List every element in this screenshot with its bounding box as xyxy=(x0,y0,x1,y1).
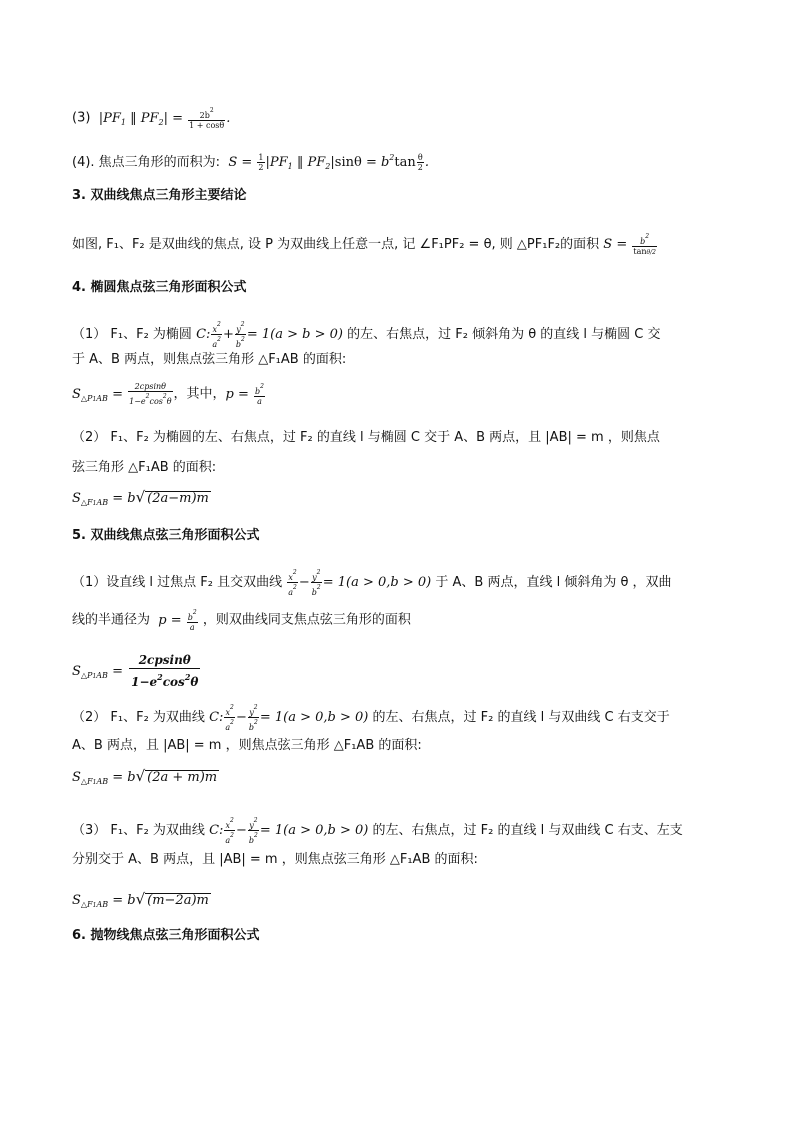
formula-3-expr: $|PF_1$ ‖ $PF_2|$ = $\frac{2b^2}{1 + \cos\theta}$ . xyxy=(94,107,231,130)
section-4-2-formula-line xyxy=(72,487,211,514)
section-4-1-formula-line xyxy=(72,382,266,410)
section-5-3-area-formula: $S_{\triangle F1AB} = b√$ (m−2a)m xyxy=(72,890,209,909)
formula-4-expr: S = $\frac{1}{2}$ $|PF_1$ ‖ $PF_2|\sin\theta = b^2\tan$ $\frac{\theta}{2}$ . xyxy=(224,153,429,172)
section-5-2-line-1 xyxy=(72,703,670,732)
paragraph-3-formula: S = $\frac{b^2}{\tan\theta/2}$ xyxy=(603,233,656,256)
section-4-1-line-1 xyxy=(72,320,661,349)
section-4-1-p-formula: p = $\frac{b^2}{a}$ xyxy=(225,383,264,406)
formula-4-line xyxy=(72,148,429,177)
section-5-2-formula-line xyxy=(72,766,219,793)
heading-6: 6. 抛物线焦点弦三角形面积公式 xyxy=(72,928,260,943)
section-4-1-line-2: 于 A、B 两点，则焦点弦三角形 △F₁AB 的面积: xyxy=(72,352,347,367)
hyperbola-equation-1: $\frac{x^2}{a^2}$ − $\frac{y^2}{b^2}$ = 1(a > 0,b > 0) xyxy=(288,569,432,597)
section-5-2-text-b: 的左、右焦点，过 F₂ 的直线 l 与双曲线 C 右支交于 xyxy=(372,710,670,725)
section-5-3-text-b: 的左、右焦点，过 F₂ 的直线 l 与双曲线 C 右支、左支 xyxy=(372,823,683,838)
section-4-1-text-a: （1） F₁、F₂ 为椭圆 xyxy=(72,327,192,342)
section-5-3-formula-line xyxy=(72,889,211,916)
section-5-1-area-formula: $S_{\triangle P1AB}$ = $\frac{2cpsin\theta}{1-e^2\cos^2\theta}$ xyxy=(72,653,199,689)
section-5-3-text-a: （3） F₁、F₂ 为双曲线 xyxy=(72,823,205,838)
paragraph-3 xyxy=(72,232,658,257)
hyperbola-equation-2: C: $\frac{x^2}{a^2}$ − $\frac{y^2}{b^2}$ = 1(a > 0,b > 0) xyxy=(209,704,369,732)
section-4-1-where: ，其中， xyxy=(173,386,226,402)
section-5-1-formula-line xyxy=(72,652,202,690)
section-5-1-text-d: ，则双曲线同支焦点弦三角形的面积 xyxy=(202,612,411,628)
ellipse-equation: C: $\frac{x^2}{a^2}$ + $\frac{y^2}{b^2}$ = 1(a > b > 0) xyxy=(196,321,343,349)
section-4-1-area-formula: $S_{\triangle P1AB}$ = $\frac{2cpsin\theta}{1-e^2\cos^2\theta}$ xyxy=(72,382,172,406)
section-5-3-line-1 xyxy=(72,816,683,845)
section-4-1-text-b: 的左、右焦点，过 F₂ 倾斜角为 θ 的直线 l 与椭圆 C 交 xyxy=(347,327,661,342)
formula-3-line xyxy=(72,106,230,133)
heading-3: 3. 双曲线焦点三角形主要结论 xyxy=(72,188,247,203)
section-5-1-line-2 xyxy=(72,608,411,632)
hyperbola-equation-3: C: $\frac{x^2}{a^2}$ − $\frac{y^2}{b^2}$ = 1(a > 0,b > 0) xyxy=(209,817,369,845)
section-5-1-text-c: 线的半通径为 xyxy=(72,612,151,628)
section-4-2-line-2: 弦三角形 △F₁AB 的面积: xyxy=(72,460,217,475)
section-5-1-text-b: 于 A、B 两点，直线 l 倾斜角为 θ ，双曲 xyxy=(435,575,672,590)
paragraph-3-text: 如图, F₁、F₂ 是双曲线的焦点, 设 P 为双曲线上任意一点, 记 ∠F₁PF₂ = θ, 则 △PF₁F₂的面积 xyxy=(72,237,600,252)
section-5-2-text-a: （2） F₁、F₂ 为双曲线 xyxy=(72,710,205,725)
heading-4: 4. 椭圆焦点弦三角形面积公式 xyxy=(72,280,247,295)
section-4-2-line-1: （2） F₁、F₂ 为椭圆的左、右焦点，过 F₂ 的直线 l 与椭圆 C 交于 A、B 两点，且 |AB| = m ，则焦点 xyxy=(72,430,660,445)
section-5-1-p-formula: p = $\frac{b^2}{a}$ xyxy=(154,609,197,632)
section-5-2-area-formula: $S_{\triangle F1AB} = b√$ (2a + m)m xyxy=(72,767,218,786)
section-5-1-text-a: （1）设直线 l 过焦点 F₂ 且交双曲线 xyxy=(72,575,283,590)
formula-3-label: (3) xyxy=(72,110,91,126)
heading-5: 5. 双曲线焦点弦三角形面积公式 xyxy=(72,528,260,543)
section-4-2-area-formula: $S_{\triangle F1AB} = b√$ (2a−m)m xyxy=(72,488,209,507)
section-5-2-line-2: A、B 两点，且 |AB| = m ，则焦点弦三角形 △F₁AB 的面积: xyxy=(72,738,422,753)
formula-4-label: (4). 焦点三角形的而积为: xyxy=(72,155,221,170)
section-5-3-line-2: 分别交于 A、B 两点，且 |AB| = m ，则焦点弦三角形 △F₁AB 的面积: xyxy=(72,852,478,867)
section-5-1-line-1 xyxy=(72,568,672,597)
